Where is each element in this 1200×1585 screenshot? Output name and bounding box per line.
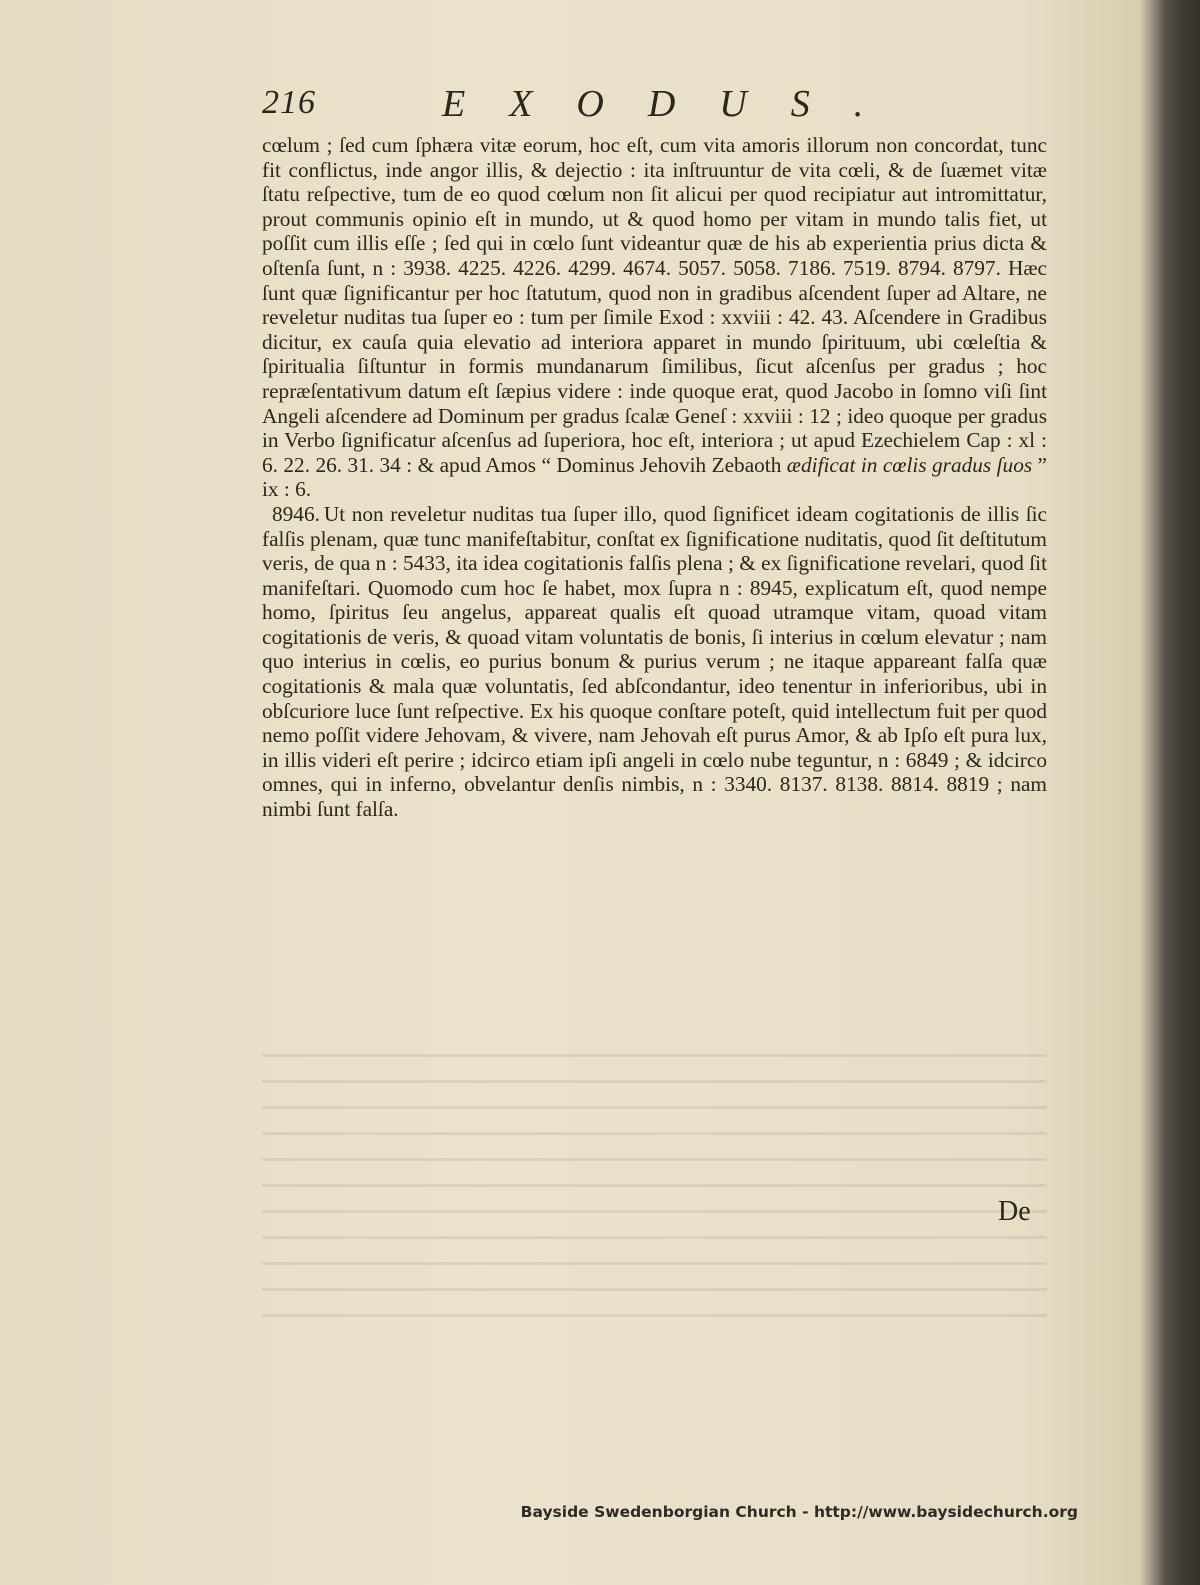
page-header	[262, 78, 1062, 126]
paragraph-2-text: Ut non reveletur nuditas tua ſuper illo, quod ſignificet ideam cogitationis de illis ſic falſis plenam, quæ tunc manifeſtabitur, conſtat ex ſignificatione nuditatis, quod ſit deſtitutum veris, de qua n : 5433, ita idea cogitationis falſis plena ; & ex ſignificatione revelari, quod ſit manifeſtari. Quomodo cum hoc ſe habet, mox ſupra n : 8945, explicatum eſt, quod nempe homo, ſpiritus ſeu angelus, appareat qualis eſt quoad utramque vitam, quoad vitam cogitationis de veris, & quoad vitam voluntatis de bonis, ſi interius in cœlum elevatur ; nam quo interius in cœlis, eo purius bonum & purius verum ; ne itaque appareant falſa quæ cogitationis & mala quæ voluntatis, ſed abſcondantur, ideo tenentur in inferioribus, ubi in obſcuriore luce ſunt reſpective. Ex his quoque conſtare poteſt, quid intellectum fuit per quod nemo poſſit videre Jehovam, & vivere, nam Jehovah eſt purus Amor, & ab Ipſo eſt pura lux, in illis videri eſt perire ; idcirco etiam ipſi angeli in cœlo nube teguntur, n : 6849 ; & idcirco omnes, qui in inferno, obvelantur denſis nimbis, n : 3340. 8137. 8138. 8814. 8819 ; nam nimbi ſunt falſa.	[262, 501, 1047, 822]
page-number: 216	[262, 84, 316, 121]
paragraph-1-italic: ædificat in cœlis gradus ſuos	[786, 452, 1033, 477]
paragraph-8946	[262, 502, 1047, 822]
paragraph-1-end: ” ix : 6.	[262, 452, 1047, 502]
book-gutter-shadow	[1160, 0, 1200, 1585]
catchword: De	[998, 1196, 1031, 1227]
paragraph-number: 8946.	[272, 501, 320, 526]
paragraph-1-text: cœlum ; ſed cum ſphæra vitæ eorum, hoc eſt, cum vita amoris illorum non concordat, tunc fit conflictus, inde angor illis, & dejectio : ita inſtruuntur de vita cœli, & de ſuæmet vitæ ſtatu reſpective, tum de eo quod cœlum non ſit alicui per quod recipiatur aut intromittatur, prout communis opinio eſt in mundo, ut & quod homo per vitam in mundo talis fiet, ut poſſit cum illis eſſe ; ſed qui in cœlo ſunt videantur quæ de his ab experientia prius dicta & oſtenſa ſunt, n : 3938. 4225. 4226. 4299. 4674. 5057. 5058. 7186. 7519. 8794. 8797. Hæc ſunt quæ ſignificantur per hoc ſtatutum, quod non in gradibus aſcendent ſuper ad Altare, ne reveletur nuditas tua ſuper eo : tum per ſimile Exod : xxviii : 42. 43. Aſcendere in Gradibus dicitur, ex cauſa quia elevatio ad interiora apparet in mundo ſpirituum, ubi cœleſtia & ſpiritualia ſiſtuntur in formis mundanarum ſimilibus, ſicut aſcenſus per gradus ; hoc repræſentativum datum eſt ſæpius videre : inde quoque erat, quod Jacobo in ſomno viſi ſint Angeli aſcendere ad Dominum per gradus ſcalæ Geneſ : xxviii : 12 ; ideo quoque per gradus in Verbo ſignificatur aſcenſus ad ſuperiora, hoc eſt, interiora ; ut apud Ezechielem Cap : xl : 6. 22. 26. 31. 34 : & apud Amos “ Dominus Jehovih Zebaoth	[262, 133, 1047, 477]
footer-credit: Bayside Swedenborgian Church - http://www.baysidechurch.org	[520, 1503, 1078, 1521]
bleed-through-text	[262, 1040, 1047, 1320]
running-title: EXODUS.	[442, 83, 908, 125]
paragraph-continuation	[262, 133, 1047, 502]
body-text	[262, 133, 1047, 822]
